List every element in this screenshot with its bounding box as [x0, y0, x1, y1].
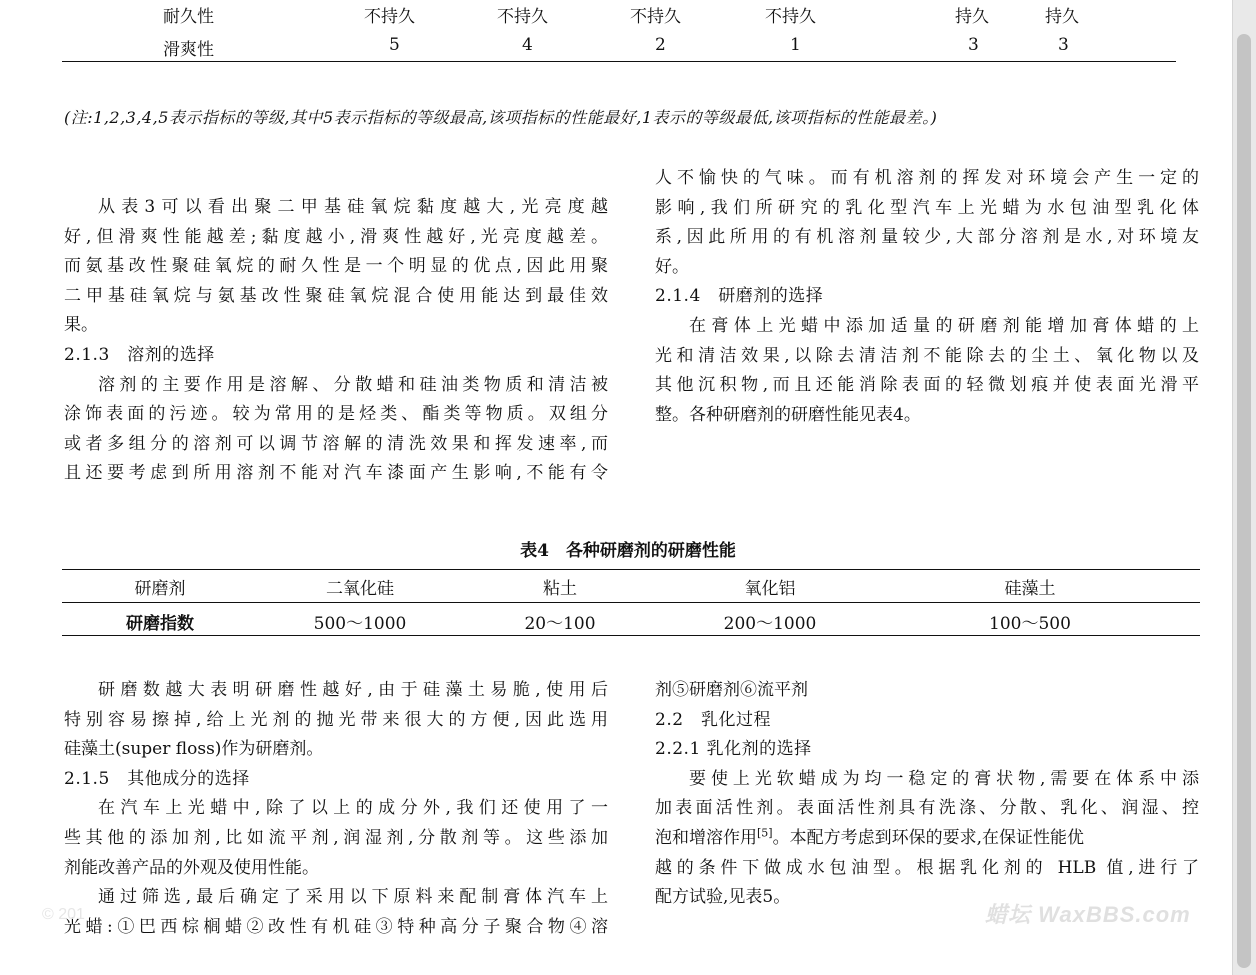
table-cell: 20～100: [524, 614, 596, 634]
table-cell: 不持久: [630, 7, 681, 27]
table-cell: 不持久: [497, 7, 548, 27]
table-cell: 3: [968, 35, 979, 55]
section-heading-2-2: 2.2 乳化过程: [655, 709, 772, 730]
paragraph-line: 且还要考虑到所用溶剂不能对汽车漆面产生影响,不能有令: [64, 463, 608, 484]
text-run: 。本配方考虑到环保的要求,在保证性能优: [772, 827, 1084, 848]
table-cell: 200～1000: [723, 614, 817, 634]
table-bottom-rule: [62, 635, 1200, 636]
paragraph-line: 整。各种研磨剂的研磨性能见表4。: [655, 404, 921, 425]
citation-reference: [5]: [757, 826, 773, 840]
paragraph-line: 影响,我们所研究的乳化型汽车上光蜡为水包油型乳化体: [655, 197, 1199, 218]
copyright-watermark: © 201: [42, 906, 85, 923]
paragraph-line: [655, 824, 1199, 854]
table-bottom-rule: [62, 61, 1176, 62]
table-cell: 不持久: [765, 7, 816, 27]
section-heading-2-1-5: 2.1.5 其他成分的选择: [64, 768, 250, 789]
site-watermark: 蜡坛 WaxBBS.com: [985, 902, 1191, 927]
paragraph-line: 光和清洁效果,以除去清洁剂不能除去的尘土、氧化物以及: [655, 345, 1199, 366]
table-cell: 500～1000: [313, 614, 407, 634]
paragraph-line: 溶剂的主要作用是溶解、分散蜡和硅油类物质和清洁被: [98, 374, 608, 395]
row-label: 滑爽性: [163, 40, 214, 60]
table-header: 粘土: [543, 579, 577, 599]
paragraph-line: 在汽车上光蜡中,除了以上的成分外,我们还使用了一: [98, 798, 608, 819]
paragraph-line: 好。: [655, 256, 689, 277]
table-cell: 3: [1058, 35, 1069, 55]
paragraph-line: 果。: [64, 315, 98, 336]
table-note: (注:1,2,3,4,5表示指标的等级,其中5表示指标的等级最高,该项指标的性能最好,1表示的等级最低,该项指标的性能最差。): [64, 108, 938, 127]
text-run: 泡和增溶作用: [655, 827, 757, 848]
table-cell: 持久: [1045, 7, 1079, 27]
top-table-row-smoothness: [0, 35, 1200, 59]
table-cell: 2: [655, 35, 666, 55]
paragraph-line: 好,但滑爽性能越差;黏度越小,滑爽性越好,光亮度越差。: [64, 226, 608, 247]
paragraph-line: 通过筛选,最后确定了采用以下原料来配制膏体汽车上: [98, 887, 608, 908]
table-cell: 1: [790, 35, 801, 55]
paragraph-line: 些其他的添加剂,比如流平剂,润湿剂,分散剂等。这些添加: [64, 827, 608, 848]
lower-right-column: [655, 676, 1199, 913]
table-cell: 持久: [955, 7, 989, 27]
scrollbar-thumb[interactable]: [1237, 34, 1251, 968]
paragraph-line: 而氨基改性聚硅氧烷的耐久性是一个明显的优点,因此用聚: [64, 256, 608, 277]
paragraph-line: 在膏体上光蜡中添加适量的研磨剂能增加膏体蜡的上: [689, 315, 1199, 336]
section-heading-2-2-1: 2.2.1 乳化剂的选择: [655, 739, 812, 760]
paragraph-line: 硅藻土(super floss)作为研磨剂。: [64, 739, 324, 760]
paragraph-line: 其他沉积物,而且还能消除表面的轻微划痕并使表面光滑平: [655, 375, 1199, 396]
upper-left-column: [64, 193, 608, 489]
paragraph-line: 或者多组分的溶剂可以调节溶解的清洗效果和挥发速率,而: [64, 433, 608, 454]
paragraph-line: 研磨数越大表明研磨性越好,由于硅藻土易脆,使用后: [98, 680, 608, 700]
paragraph-line: 光蜡:①巴西棕榈蜡②改性有机硅③特种高分子聚合物④溶: [64, 916, 608, 937]
paragraph-line: 剂⑤研磨剂⑥流平剂: [655, 680, 808, 700]
table-header: 硅藻土: [1004, 579, 1056, 599]
top-table-row-durability: [0, 2, 1200, 26]
table-mid-rule: [62, 602, 1200, 603]
paragraph-line: 越的条件下做成水包油型。根据乳化剂的 HLB 值,进行了: [655, 857, 1199, 878]
paragraph-line: 加表面活性剂。表面活性剂具有洗涤、分散、乳化、润湿、控: [655, 798, 1199, 819]
paragraph-line: 二甲基硅氧烷与氨基改性聚硅氧烷混合使用能达到最佳效: [64, 285, 608, 306]
table-header: 研磨剂: [134, 579, 186, 599]
table-cell: 不持久: [364, 7, 415, 27]
paragraph-line: 配方试验,见表5。: [655, 887, 791, 908]
row-label: 研磨指数: [126, 614, 194, 634]
table-4-header-row: [62, 574, 1200, 600]
table-header: 二氧化硅: [326, 579, 394, 599]
paragraph-line: 要使上光软蜡成为均一稳定的膏状物,需要在体系中添: [689, 768, 1199, 789]
lower-left-column: [64, 676, 608, 942]
paragraph-line: 涂饰表面的污迹。较为常用的是烃类、酯类等物质。双组分: [64, 404, 608, 425]
row-label: 耐久性: [163, 7, 214, 27]
paragraph-line: 剂能改善产品的外观及使用性能。: [64, 857, 319, 878]
vertical-scrollbar[interactable]: [1232, 0, 1256, 975]
section-heading-2-1-3: 2.1.3 溶剂的选择: [64, 344, 215, 365]
table-top-rule: [62, 569, 1200, 570]
table-cell: 100～500: [989, 614, 1071, 634]
upper-right-column: [655, 164, 1199, 430]
section-heading-2-1-4: 2.1.4 研磨剂的选择: [655, 286, 824, 307]
table-header: 氧化铝: [744, 579, 796, 599]
paragraph-line: 人不愉快的气味。而有机溶剂的挥发对环境会产生一定的: [655, 168, 1199, 188]
paragraph-line: 特别容易擦掉,给上光剂的抛光带来很大的方便,因此选用: [64, 709, 608, 730]
table-cell: 4: [522, 35, 533, 55]
paragraph-line: 从表3可以看出聚二甲基硅氧烷黏度越大,光亮度越: [98, 197, 609, 217]
table-4-data-row: [62, 609, 1200, 635]
table-4-caption: 表4 各种研磨剂的研磨性能: [520, 541, 736, 561]
paragraph-line: 系,因此所用的有机溶剂量较少,大部分溶剂是水,对环境友: [655, 227, 1199, 248]
table-cell: 5: [389, 35, 400, 55]
